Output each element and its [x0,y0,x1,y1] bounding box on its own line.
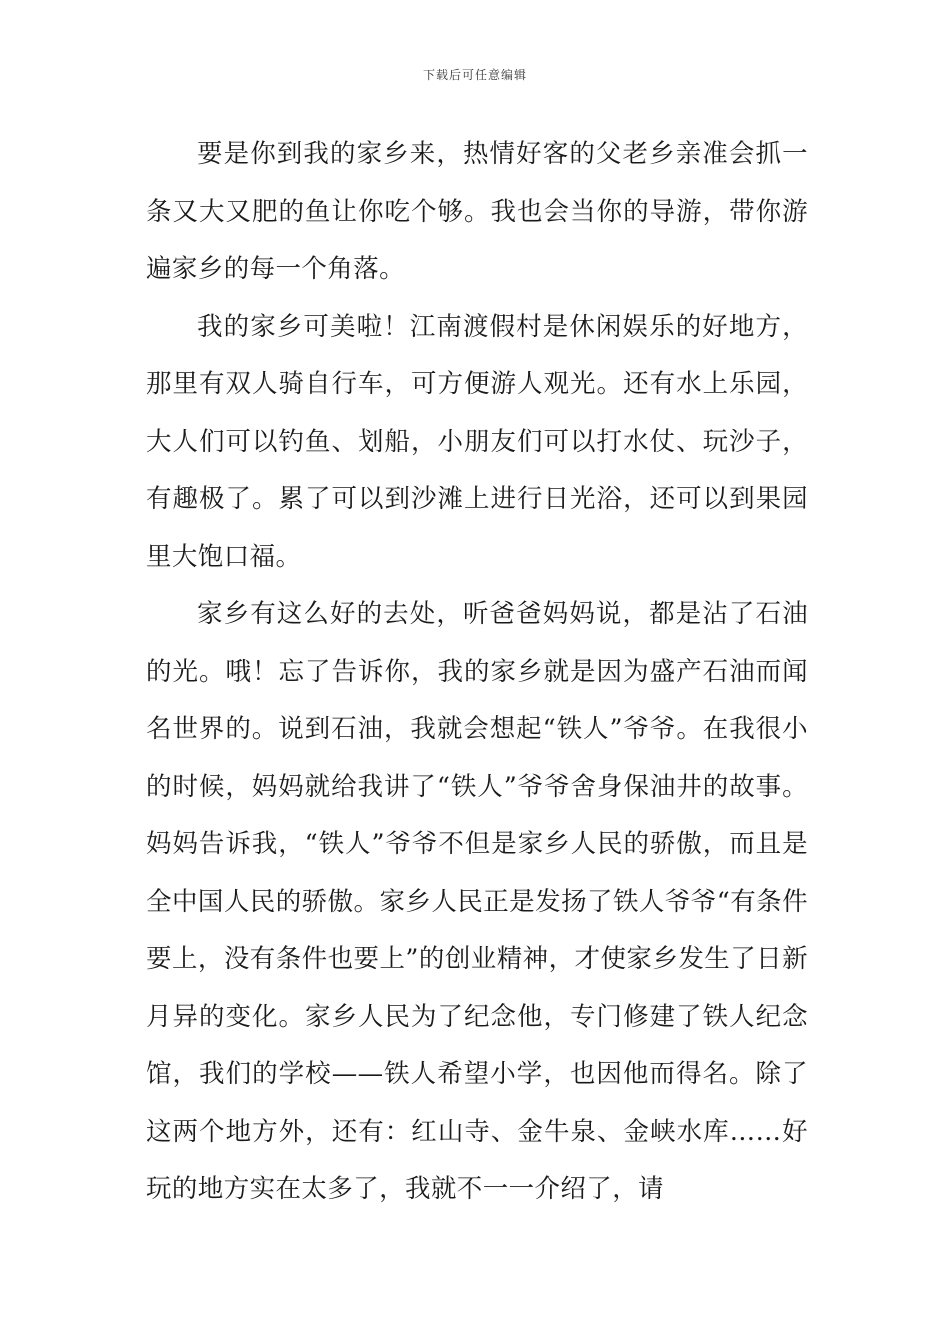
paragraph: 我的家乡可美啦！江南渡假村是休闲娱乐的好地方，那里有双人骑自行车，可方便游人观光。还有水上乐园，大人们可以钓鱼、划船，小朋友们可以打水仗、玩沙子，有趣极了。累了可以到沙滩上进行日光浴，还可以到果园里大饱口福。 [146,311,808,572]
paragraph: 要是你到我的家乡来，热情好客的父老乡亲准会抓一条又大又肥的鱼让你吃个够。我也会当你的导游，带你游遍家乡的每一个角落。 [146,139,808,284]
page-header: 下载后可任意编辑 [422,68,527,82]
paragraph: 家乡有这么好的去处，听爸爸妈妈说，都是沾了石油的光。哦！忘了告诉你，我的家乡就是因为盛产石油而闻名世界的。说到石油，我就会想起“铁人”爷爷。在我很小的时候，妈妈就给我讲了“铁人”爷爷舍身保油井的故事。妈妈告诉我，“铁人”爷爷不但是家乡人民的骄傲，而且是全中国人民的骄傲。家乡人民正是发扬了铁人爷爷“有条件要上，没有条件也要上”的创业精神，才使家乡发生了日新月异的变化。家乡人民为了纪念他，专门修建了铁人纪念馆，我们的学校——铁人希望小学，也因他而得名。除了这两个地方外，还有：红山寺、金牛泉、金峡水库……好玩的地方实在太多了，我就不一一介绍了，请 [146,599,808,1204]
document-body [146,126,808,1219]
